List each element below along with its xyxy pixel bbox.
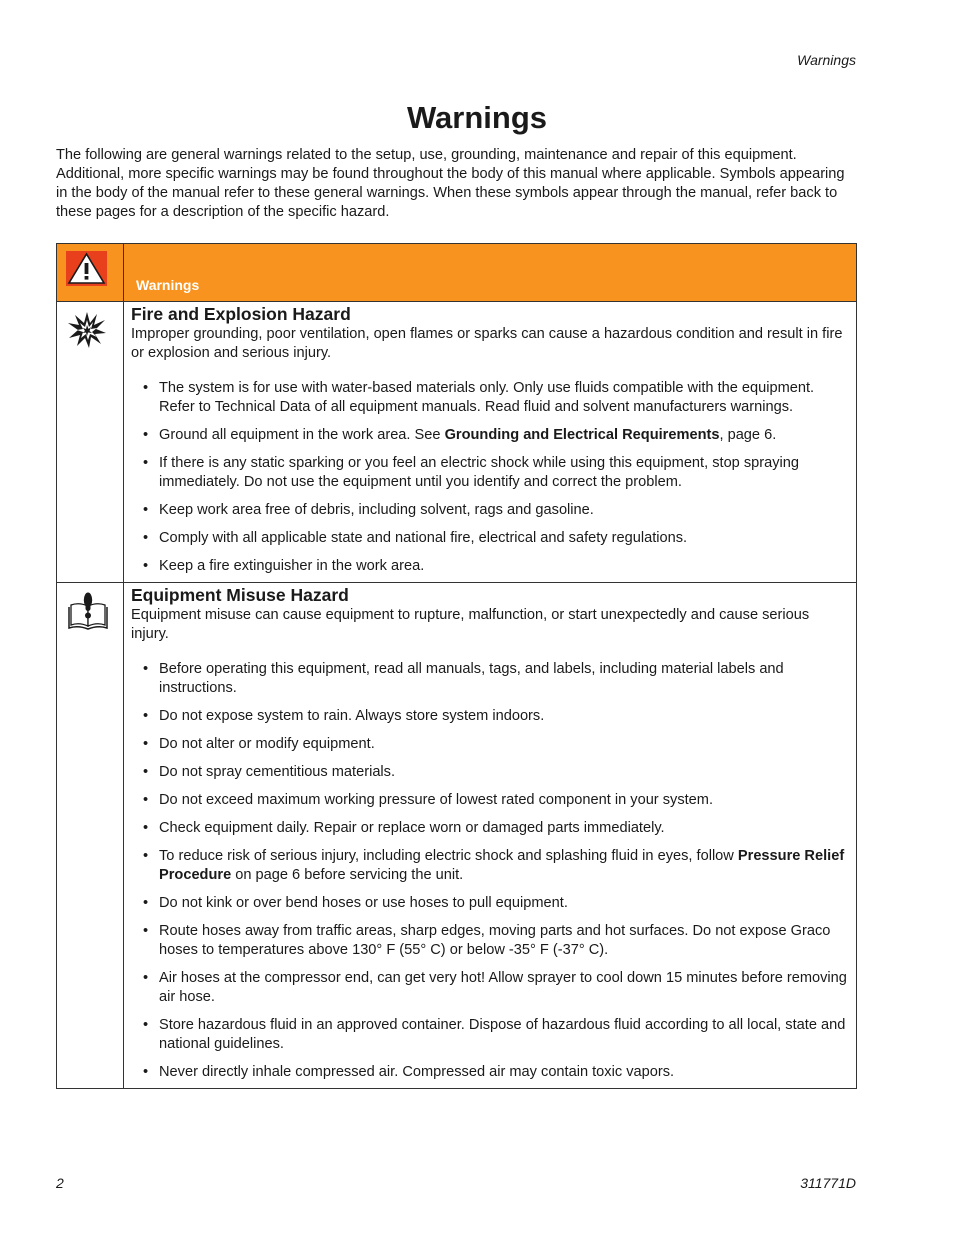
running-header: Warnings (797, 52, 856, 68)
document-number: 311771D (800, 1175, 856, 1191)
bullet-reference: Grounding and Electrical Requirements (444, 427, 720, 443)
fire-icon-cell (57, 302, 124, 583)
hazard-description: Improper grounding, poor ventilation, open flames or sparks can cause a hazardous condition and result in fire or explosion and serious injury. (131, 326, 843, 361)
page-number: 2 (56, 1175, 64, 1191)
warning-triangle-icon (66, 251, 107, 286)
list-item: • Comply with all applicable state and national fire, electrical and safety regulations. (131, 529, 848, 548)
bullet-text: Ground all equipment in the work area. See (159, 427, 445, 443)
list-item: • Never directly inhale compressed air. Compressed air may contain toxic vapors. (131, 1063, 848, 1082)
misuse-content (124, 583, 857, 1089)
bullet-text: on page 6 before servicing the unit. (231, 867, 464, 883)
hazard-row-fire (57, 302, 857, 583)
hazard-row-misuse (57, 583, 857, 1089)
fire-content (124, 302, 857, 583)
list-item: • Before operating this equipment, read all manuals, tags, and labels, including material labels and instructions. (131, 660, 848, 698)
misuse-icon-cell (57, 583, 124, 1089)
warnings-table-header (57, 244, 857, 302)
hazard-description: Equipment misuse can cause equipment to rupture, malfunction, or start unexpectedly and cause serious injury. (131, 607, 810, 642)
header-icon-cell (57, 244, 124, 302)
bullet-text: , page 6. (719, 427, 777, 443)
list-item: • Route hoses away from traffic areas, sharp edges, moving parts and hot surfaces. Do not expose Graco hoses to temperatures above 130° F (55° C) or below -35° F (-37° C). (131, 922, 848, 960)
manual-exclamation-icon (67, 591, 109, 631)
hazard-title: Equipment Misuse Hazard (131, 585, 349, 605)
list-item: • Keep a fire extinguisher in the work area. (131, 557, 848, 576)
list-item: • Air hoses at the compressor end, can get very hot! Allow sprayer to cool down 15 minutes before removing air hose. (131, 969, 848, 1007)
list-item: • Do not kink or over bend hoses or use hoses to pull equipment. (131, 894, 848, 913)
page-title: Warnings (406, 100, 548, 135)
list-item: • Store hazardous fluid in an approved container. Dispose of hazardous fluid according to all local, state and national guidelines. (131, 1016, 848, 1054)
list-item: • Keep work area free of debris, including solvent, rags and gasoline. (131, 501, 848, 520)
list-item: • Do not expose system to rain. Always store system indoors. (131, 707, 848, 726)
list-item: • If there is any static sparking or you feel an electric shock while using this equipment, stop spraying immediately. Do not use the equipment until you identify and correct the problem. (131, 454, 848, 492)
list-item: • Check equipment daily. Repair or replace worn or damaged parts immediately. (131, 819, 848, 838)
fire-explosion-icon (67, 310, 107, 350)
bullet-text: To reduce risk of serious injury, including electric shock and splashing fluid in eyes, follow (159, 848, 738, 864)
list-item: • Do not spray cementitious materials. (131, 763, 848, 782)
warnings-table (56, 243, 857, 1089)
list-item: • The system is for use with water-based materials only. Only use fluids compatible with the equipment. Refer to Technical Data of all equipment manuals. Read fluid and solvent manufacturers warnings. (131, 379, 848, 417)
list-item (131, 426, 848, 445)
list-item: • Do not exceed maximum working pressure of lowest rated component in your system. (131, 791, 848, 810)
bullet-reference: Pressure Relief Procedure (159, 848, 845, 883)
list-item: • Do not alter or modify equipment. (131, 735, 848, 754)
hazard-bullet-list (131, 379, 848, 576)
hazard-title: Fire and Explosion Hazard (131, 304, 351, 324)
intro-paragraph: The following are general warnings related to the setup, use, grounding, maintenance and repair of this equipment. Additional, more specific warnings may be found throughout the body of this manual where applicable. Symbols appearing in the body of the manual refer to these general warnings. When these symbols appear through the manual, refer back to these pages for a description of the specific hazard. (56, 147, 845, 220)
hazard-bullet-list (131, 660, 848, 1082)
header-label: Warnings (124, 244, 857, 302)
list-item (131, 847, 848, 885)
